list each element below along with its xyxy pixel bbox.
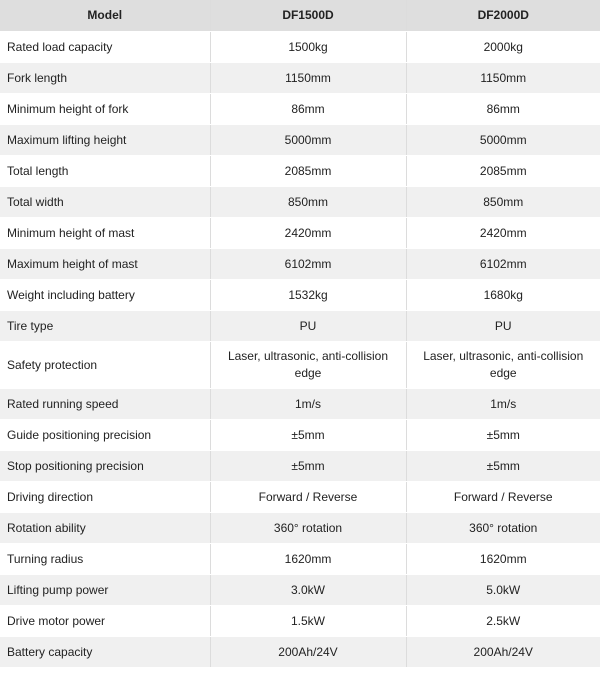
row-label: Minimum height of mast bbox=[0, 218, 210, 249]
df1500d-value: 1532kg bbox=[210, 280, 406, 311]
table-row bbox=[0, 156, 600, 187]
df1500d-value: 200Ah/24V bbox=[210, 637, 406, 668]
table-row bbox=[0, 187, 600, 218]
header-df2000d: DF2000D bbox=[406, 0, 600, 32]
row-label: Fork length bbox=[0, 63, 210, 94]
table-row bbox=[0, 482, 600, 513]
df1500d-value: 360° rotation bbox=[210, 513, 406, 544]
row-label: Minimum height of fork bbox=[0, 94, 210, 125]
table-row bbox=[0, 280, 600, 311]
df1500d-value: 1150mm bbox=[210, 63, 406, 94]
df2000d-value: ±5mm bbox=[406, 451, 600, 482]
header-model: Model bbox=[0, 0, 210, 32]
table-row bbox=[0, 451, 600, 482]
df1500d-value: 1500kg bbox=[210, 32, 406, 63]
table-row bbox=[0, 63, 600, 94]
df1500d-value: 3.0kW bbox=[210, 575, 406, 606]
df1500d-value: 1.5kW bbox=[210, 606, 406, 637]
row-label: Rated running speed bbox=[0, 389, 210, 420]
row-label: Stop positioning precision bbox=[0, 451, 210, 482]
row-label: Guide positioning precision bbox=[0, 420, 210, 451]
table-row bbox=[0, 544, 600, 575]
table-row bbox=[0, 342, 600, 389]
table-row bbox=[0, 420, 600, 451]
df1500d-value: ±5mm bbox=[210, 420, 406, 451]
row-label: Maximum height of mast bbox=[0, 249, 210, 280]
df2000d-value: 2.5kW bbox=[406, 606, 600, 637]
df2000d-value: ±5mm bbox=[406, 420, 600, 451]
table-row bbox=[0, 575, 600, 606]
df2000d-value: 5.0kW bbox=[406, 575, 600, 606]
df1500d-value: 850mm bbox=[210, 187, 406, 218]
df2000d-value: 850mm bbox=[406, 187, 600, 218]
table-row bbox=[0, 249, 600, 280]
table-row bbox=[0, 606, 600, 637]
df1500d-value: 1620mm bbox=[210, 544, 406, 575]
df2000d-value: 1150mm bbox=[406, 63, 600, 94]
df2000d-value: 1m/s bbox=[406, 389, 600, 420]
df2000d-value: 360° rotation bbox=[406, 513, 600, 544]
table-row bbox=[0, 125, 600, 156]
df2000d-value: 1620mm bbox=[406, 544, 600, 575]
row-label: Drive motor power bbox=[0, 606, 210, 637]
table-row bbox=[0, 513, 600, 544]
spec-table-header bbox=[0, 0, 600, 32]
spec-table-body bbox=[0, 32, 600, 668]
row-label: Total width bbox=[0, 187, 210, 218]
df2000d-value: Laser, ultrasonic, anti-collision edge bbox=[406, 342, 600, 389]
df2000d-value: 5000mm bbox=[406, 125, 600, 156]
df1500d-value: ±5mm bbox=[210, 451, 406, 482]
row-label: Turning radius bbox=[0, 544, 210, 575]
row-label: Tire type bbox=[0, 311, 210, 342]
df2000d-value: 2420mm bbox=[406, 218, 600, 249]
row-label: Weight including battery bbox=[0, 280, 210, 311]
table-row bbox=[0, 94, 600, 125]
df2000d-value: 6102mm bbox=[406, 249, 600, 280]
row-label: Lifting pump power bbox=[0, 575, 210, 606]
row-label: Total length bbox=[0, 156, 210, 187]
row-label: Driving direction bbox=[0, 482, 210, 513]
df2000d-value: 2085mm bbox=[406, 156, 600, 187]
df2000d-value: Forward / Reverse bbox=[406, 482, 600, 513]
table-row bbox=[0, 218, 600, 249]
df1500d-value: 6102mm bbox=[210, 249, 406, 280]
df1500d-value: 86mm bbox=[210, 94, 406, 125]
df1500d-value: 1m/s bbox=[210, 389, 406, 420]
table-row bbox=[0, 32, 600, 63]
row-label: Maximum lifting height bbox=[0, 125, 210, 156]
row-label: Rated load capacity bbox=[0, 32, 210, 63]
table-row bbox=[0, 389, 600, 420]
header-row bbox=[0, 0, 600, 32]
header-df1500d: DF1500D bbox=[210, 0, 406, 32]
df2000d-value: PU bbox=[406, 311, 600, 342]
row-label: Safety protection bbox=[0, 342, 210, 389]
df2000d-value: 1680kg bbox=[406, 280, 600, 311]
df1500d-value: 5000mm bbox=[210, 125, 406, 156]
table-row bbox=[0, 637, 600, 668]
df1500d-value: Laser, ultrasonic, anti-collision edge bbox=[210, 342, 406, 389]
table-row bbox=[0, 311, 600, 342]
df1500d-value: PU bbox=[210, 311, 406, 342]
df2000d-value: 200Ah/24V bbox=[406, 637, 600, 668]
df2000d-value: 86mm bbox=[406, 94, 600, 125]
df1500d-value: Forward / Reverse bbox=[210, 482, 406, 513]
row-label: Rotation ability bbox=[0, 513, 210, 544]
df1500d-value: 2085mm bbox=[210, 156, 406, 187]
df1500d-value: 2420mm bbox=[210, 218, 406, 249]
row-label: Battery capacity bbox=[0, 637, 210, 668]
df2000d-value: 2000kg bbox=[406, 32, 600, 63]
